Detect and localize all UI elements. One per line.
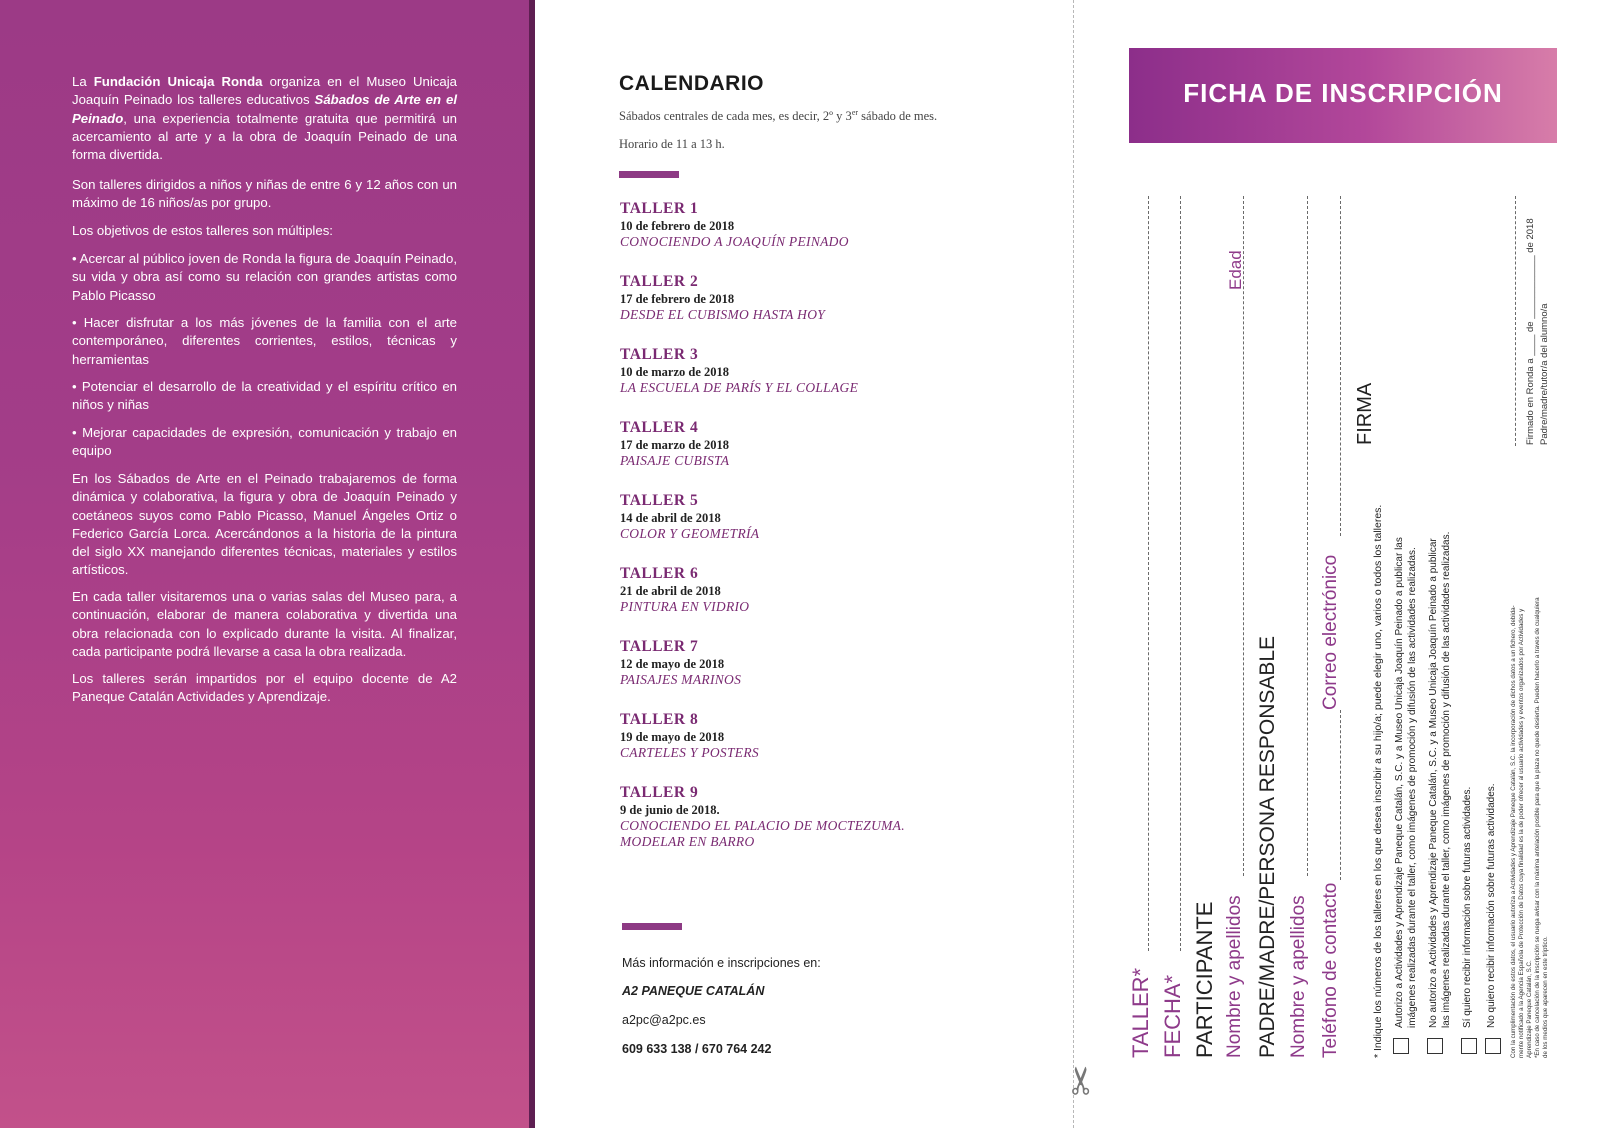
objective-item: • Mejorar capacidades de expresión, comunicación y trabajo en equipo — [72, 425, 457, 459]
taller-entry — [620, 784, 1040, 850]
legal-text: Aprendizaje Paneque Catalán, S.C. — [1526, 960, 1533, 1058]
taller-entry — [620, 565, 1040, 615]
participant-heading: PARTICIPANTE — [1192, 901, 1217, 1058]
taller-number: TALLER 2 — [620, 273, 699, 290]
taller-label: TALLER* — [1128, 967, 1153, 1058]
email-field-line[interactable] — [1340, 196, 1341, 536]
taller-entry — [620, 638, 1040, 688]
taller-entry — [620, 711, 1040, 761]
taller-entry — [620, 346, 1040, 396]
taller-date: 14 de abril de 2018 — [620, 511, 721, 525]
taller-number: TALLER 6 — [620, 565, 699, 582]
taller-number: TALLER 1 — [620, 200, 699, 217]
taller-note: * Indique los números de los talleres en los que desea inscribir a su hijo/a; puede elegir uno, varios o todos los talleres. — [1372, 504, 1384, 1058]
phone-label: Teléfono de contacto — [1320, 882, 1341, 1058]
no-info-text: No quiero recibir información sobre futuras actividades. — [1486, 783, 1497, 1028]
taller-name-line2: MODELAR EN BARRO — [620, 834, 755, 849]
taller-number: TALLER 5 — [620, 492, 699, 509]
legal-text: de los medios que aparecen en este tríptico. — [1542, 936, 1549, 1058]
taller-entry — [620, 200, 1040, 250]
authorize-text: Autorizo a Actividades y Aprendizaje Paneque Catalán, S.C. y a Museo Unicaja Joaquín Peinado a publicar las — [1394, 537, 1405, 1028]
authorize-checkbox[interactable] — [1393, 1038, 1409, 1054]
objective-item: • Hacer disfrutar a los más jóvenes de la familia con el arte contemporáneo, diferentes corrientes, estilos, técnicas y herramientas — [72, 315, 457, 367]
taller-entry — [620, 419, 1040, 469]
legal-text: Con la cumplimentación de estos datos, el usuario autoriza a Actividades y Aprendizaje Paneque Catalán, S.C. la incorporación de dichos datos a un fichero, debida- — [1510, 605, 1517, 1058]
yes-info-checkbox[interactable] — [1461, 1038, 1477, 1054]
objective-item: • Potenciar el desarrollo de la creatividad y el espíritu crítico en niños y niñas — [72, 379, 457, 413]
taller-entry — [620, 492, 1040, 542]
taller-date: 10 de febrero de 2018 — [620, 219, 735, 233]
cut-line — [1073, 0, 1082, 1128]
divider-bar — [622, 923, 682, 930]
taller-field-line[interactable] — [1148, 196, 1149, 951]
email-label: Correo electrónico — [1320, 554, 1341, 710]
taller-date: 9 de junio de 2018. — [620, 803, 720, 817]
intro-paragraph: La Fundación Unicaja Ronda organiza en el Museo Unicaja Joaquín Peinado los talleres educativos Sábados de Arte en el Peinado, una experiencia totalmente gratuita que permitirá un acercamiento al arte y a la obra de Joaquín Peinado de una forma divertida. — [72, 74, 457, 163]
taller-date: 10 de marzo de 2018 — [620, 365, 730, 379]
taller-number: TALLER 3 — [620, 346, 699, 363]
taller-name: PINTURA EN VIDRIO — [620, 599, 750, 614]
signature-line[interactable] — [1515, 196, 1516, 446]
organization-name: A2 PANEQUE CATALÁN — [622, 984, 765, 998]
scissors-icon: ✂ — [1061, 1064, 1104, 1097]
not-authorize-checkbox[interactable] — [1427, 1038, 1443, 1054]
taller-name: DESDE EL CUBISMO HASTA HOY — [620, 307, 826, 322]
not-authorize-text: No autorizo a Actividades y Aprendizaje Paneque Catalán, S.C. y a Museo Unicaja Joaquín Peinado a publicar — [1428, 538, 1439, 1028]
teachers-paragraph: Los talleres serán impartidos por el equipo docente de A2 Paneque Catalán Actividades y Aprendizaje. — [72, 671, 457, 705]
parent-name-label: Nombre y apellidos — [1288, 895, 1309, 1058]
taller-number: TALLER 4 — [620, 419, 699, 436]
taller-name: COLOR Y GEOMETRÍA — [620, 526, 760, 541]
divider-bar — [619, 171, 679, 178]
age-label: Edad — [1226, 250, 1245, 290]
more-info-label: Más información e inscripciones en: — [622, 956, 821, 970]
panel-edge — [529, 0, 535, 1128]
taller-date: 21 de abril de 2018 — [620, 584, 721, 598]
no-info-checkbox[interactable] — [1485, 1038, 1501, 1054]
taller-name: PAISAJES MARINOS — [620, 672, 742, 687]
legal-text: mente notificado a la Agencia Española de Protección de Datos cuya finalidad es la de poder ofrecer al usuario actividades y eventos organizados por Actividades y — [1518, 608, 1525, 1058]
taller-date: 12 de mayo de 2018 — [620, 657, 725, 671]
taller-name: CARTELES Y POSTERS — [620, 745, 759, 760]
taller-name: CONOCIENDO A JOAQUÍN PEINADO — [620, 234, 849, 249]
taller-number: TALLER 8 — [620, 711, 699, 728]
taller-date: 19 de mayo de 2018 — [620, 730, 725, 744]
signature-heading: FIRMA — [1354, 382, 1376, 445]
legal-text: *En caso de cancelación de la inscripción se ruega avisar con la máxima antelación posible para que la plaza no quede desierta. Pueden hacerlo a traves de cualquiera — [1534, 597, 1541, 1058]
contact-email[interactable]: a2pc@a2pc.es — [622, 1013, 706, 1027]
parent-heading: PADRE/MADRE/PERSONA RESPONSABLE — [1256, 635, 1279, 1058]
yes-info-text: Sí quiero recibir información sobre futuras actividades. — [1462, 786, 1473, 1028]
taller-number: TALLER 9 — [620, 784, 699, 801]
taller-date: 17 de febrero de 2018 — [620, 292, 735, 306]
form-banner — [1129, 48, 1557, 143]
signed-in-text: Firmado en Ronda a ____ de ____________ de 2018 — [1525, 218, 1536, 445]
visit-paragraph: En cada taller visitaremos una o varias salas del Museo para, a continuación, elaborar de manera colaborativa y divertida una obra relacionada con lo explicado durante la visita. Al finalizar, cada participante podrá llevarse a casa la obra realizada. — [72, 589, 457, 659]
form-title: FICHA DE INSCRIPCIÓN — [1183, 78, 1503, 108]
authorize-text-2: imágenes realizadas durante el taller, como imágenes de promoción y difusión de las actividades realizadas. — [1407, 547, 1418, 1028]
taller-name: LA ESCUELA DE PARÍS Y EL COLLAGE — [620, 380, 859, 395]
phone-field-line[interactable] — [1340, 710, 1341, 880]
taller-entry — [620, 273, 1040, 323]
participant-name-label: Nombre y apellidos — [1224, 895, 1245, 1058]
parent-name-line[interactable] — [1307, 196, 1308, 876]
guardian-label: Padre/madre/tutor/a del alumno/a — [1539, 303, 1550, 445]
taller-date: 17 de marzo de 2018 — [620, 438, 730, 452]
contact-phone: 609 633 138 / 670 764 242 — [622, 1042, 772, 1056]
taller-name: PAISAJE CUBISTA — [620, 453, 730, 468]
calendar-subtitle: Sábados centrales de cada mes, es decir, 2º y 3er sábado de mes. — [619, 108, 938, 124]
calendar-schedule: Horario de 11 a 13 h. — [619, 137, 725, 151]
method-paragraph: En los Sábados de Arte en el Peinado trabajaremos de forma dinámica y colaborativa, la figura y obra de Joaquín Peinado y coetáneos suyos como Pablo Picasso, Manuel Ángeles Ortiz o Federico García Lorca. Acercándonos a la historia de la pintura del siglo XX manejando diferentes técnicas, materiales y estilos artísticos. — [72, 471, 457, 578]
taller-name: CONOCIENDO EL PALACIO DE MOCTEZUMA. — [620, 818, 905, 833]
fecha-label: FECHA* — [1160, 974, 1185, 1058]
calendar-title: CALENDARIO — [619, 72, 764, 95]
participant-name-line[interactable] — [1243, 196, 1244, 876]
not-authorize-text-2: las imágenes realizadas durante el taller, como imágenes de promoción y difusión de las actividades realizadas. — [1441, 531, 1452, 1028]
objective-item: • Acercar al público joven de Ronda la figura de Joaquín Peinado, su vida y obra así como su relación con grandes artistas como Pablo Picasso — [72, 251, 457, 303]
audience-paragraph: Son talleres dirigidos a niños y niñas de entre 6 y 12 años con un máximo de 16 niños/as por grupo. — [72, 177, 457, 211]
objectives-heading: Los objetivos de estos talleres son múltiples: — [72, 223, 333, 238]
fecha-field-line[interactable] — [1180, 196, 1181, 951]
taller-number: TALLER 7 — [620, 638, 699, 655]
